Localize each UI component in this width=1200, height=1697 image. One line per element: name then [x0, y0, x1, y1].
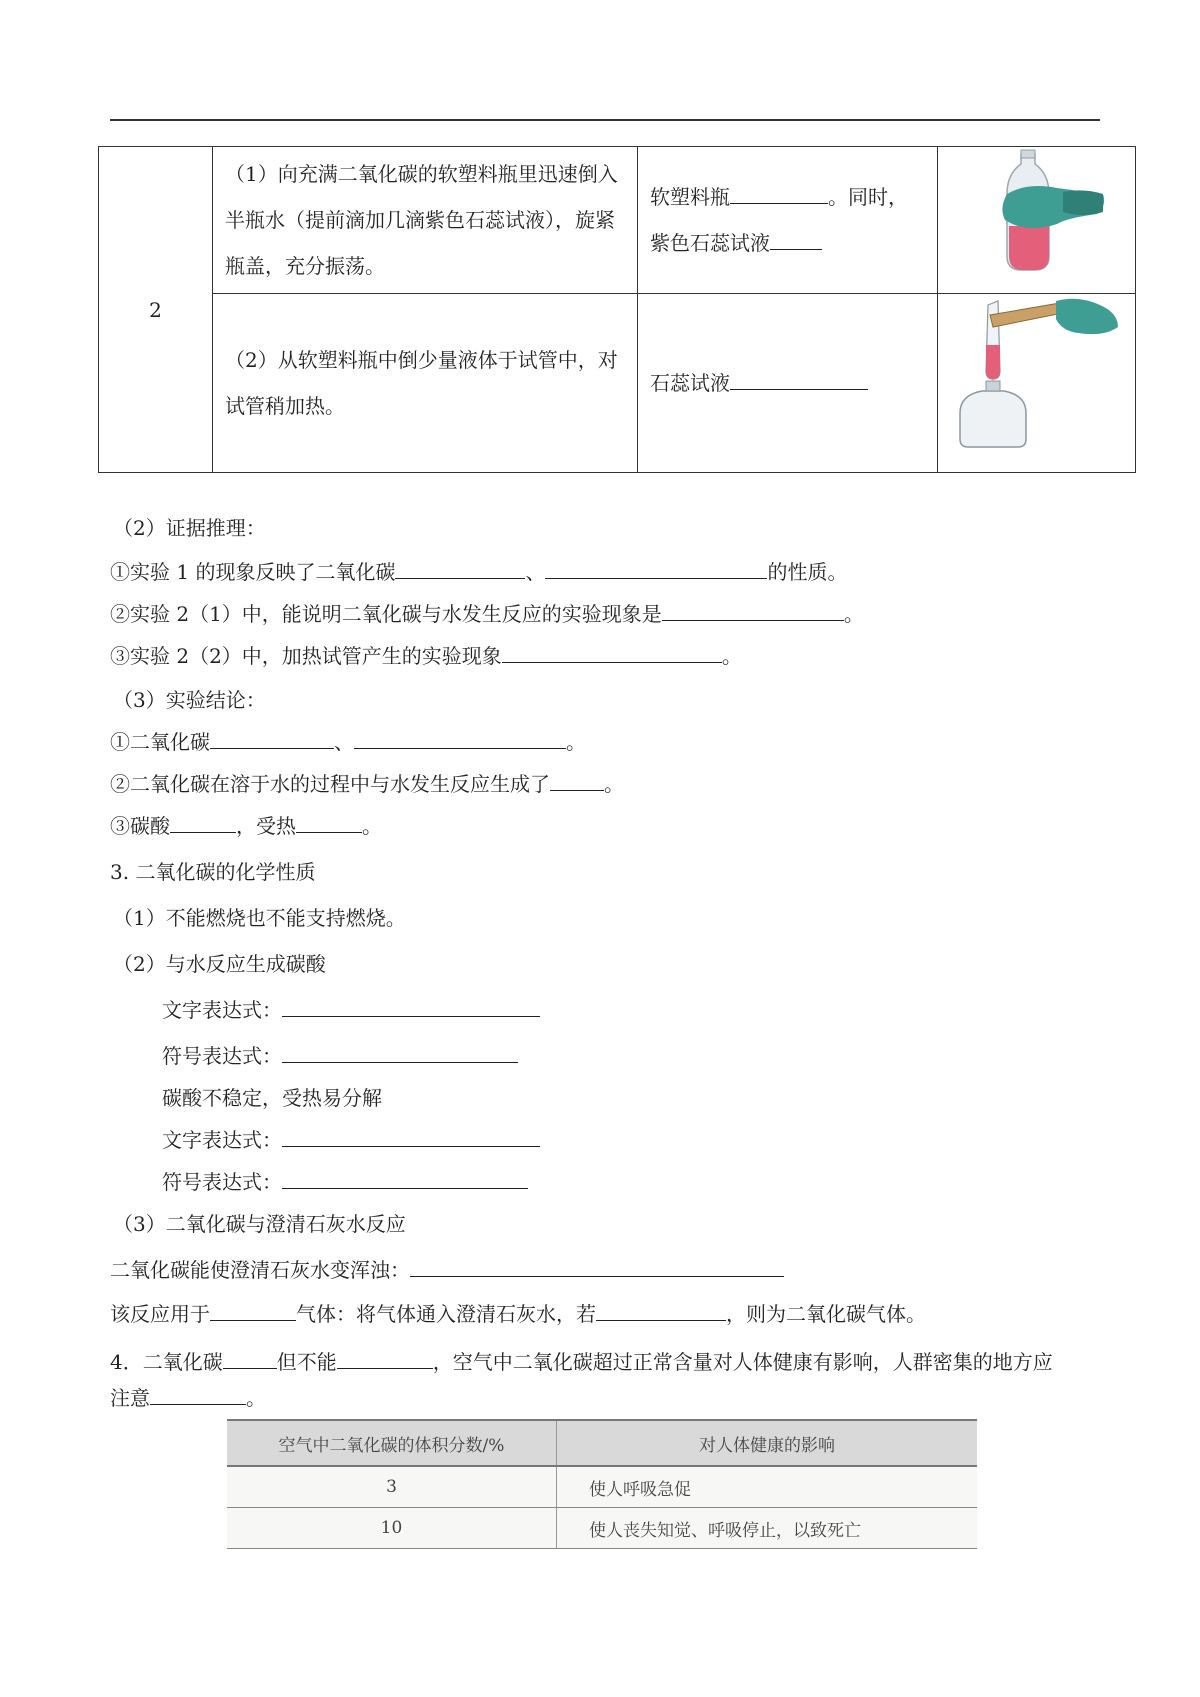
question-text: ，空气中二氧化碳超过正常含量对人体健康有影响，人群密集的地方应	[432, 1350, 1053, 1374]
question-text: ①实验 1 的现象反映了二氧化碳	[110, 560, 396, 584]
question-line	[110, 598, 864, 627]
table-cell: 使人呼吸急促	[557, 1466, 978, 1508]
answer-blank[interactable]	[730, 182, 828, 204]
question-text: ，受热	[236, 814, 296, 838]
question-text: 但不能	[276, 1350, 337, 1374]
question-line	[110, 1346, 1053, 1375]
question-text: 。	[604, 772, 624, 796]
answer-blank[interactable]	[282, 995, 540, 1017]
question-line	[110, 640, 742, 669]
property-line: （2）与水反应生成碳酸	[113, 952, 326, 976]
answer-blank[interactable]	[770, 228, 822, 250]
experiment-number: 2	[99, 147, 213, 473]
phenomenon-text: 软塑料瓶	[650, 185, 730, 209]
question-text: 。	[843, 602, 864, 626]
answer-blank[interactable]	[282, 1125, 540, 1147]
header-rule	[110, 119, 1100, 121]
equation-label: 文字表达式：	[162, 998, 282, 1022]
section-heading: （2）证据推理：	[113, 516, 266, 540]
property-line: 碳酸不稳定，受热易分解	[162, 1086, 382, 1110]
table-row	[227, 1508, 977, 1549]
answer-blank[interactable]	[296, 811, 362, 833]
answer-blank[interactable]	[282, 1041, 518, 1063]
question-line	[110, 1382, 266, 1411]
question-text: ③碳酸	[110, 814, 170, 838]
question-line	[110, 768, 624, 797]
equation-line	[162, 1124, 540, 1153]
section-title: 3. 二氧化碳的化学性质	[110, 860, 316, 884]
property-line: （1）不能燃烧也不能支持燃烧。	[113, 906, 406, 930]
question-text: 气体：将气体通入澄清石灰水，若	[296, 1302, 596, 1326]
equation-label: 符号表达式：	[162, 1044, 282, 1068]
table-cell: 3	[227, 1466, 557, 1508]
question-text: 二氧化碳能使澄清石灰水变浑浊：	[110, 1258, 410, 1282]
answer-blank[interactable]	[410, 1255, 784, 1277]
answer-blank[interactable]	[502, 641, 722, 663]
phenomenon-cell	[638, 147, 938, 294]
question-line	[110, 810, 382, 839]
table-row	[227, 1466, 977, 1508]
question-text: ③实验 2（2）中，加热试管产生的实验现象	[110, 644, 502, 668]
question-text: 的性质。	[767, 560, 848, 584]
question-line	[110, 1298, 926, 1327]
equation-label: 文字表达式：	[162, 1128, 282, 1152]
table-cell: 10	[227, 1508, 557, 1549]
answer-blank[interactable]	[223, 1347, 277, 1369]
answer-blank[interactable]	[282, 1167, 528, 1189]
question-text: ②二氧化碳在溶于水的过程中与水发生反应生成了	[110, 772, 550, 796]
co2-health-table	[227, 1419, 977, 1549]
answer-blank[interactable]	[550, 769, 604, 791]
phenomenon-text: 。同时，紫色石蕊试液	[650, 185, 908, 255]
answer-blank[interactable]	[395, 557, 525, 579]
equation-label: 符号表达式：	[162, 1170, 282, 1194]
table-row	[99, 294, 1136, 473]
operation-cell: （2）从软塑料瓶中倒少量液体于试管中，对试管稍加热。	[213, 294, 638, 473]
question-text: 。	[362, 814, 382, 838]
question-text: 、	[525, 560, 546, 584]
question-text: ②实验 2（1）中，能说明二氧化碳与水发生反应的实验现象是	[110, 602, 662, 626]
question-text: ，则为二氧化碳气体。	[726, 1302, 926, 1326]
question-text: 。	[566, 730, 586, 754]
test-tube-heating-photo	[938, 294, 1136, 473]
answer-blank[interactable]	[354, 727, 566, 749]
answer-blank[interactable]	[210, 727, 334, 749]
question-text: 注意	[110, 1386, 150, 1410]
question-text: 。	[721, 644, 742, 668]
question-text: 4．二氧化碳	[110, 1350, 223, 1374]
answer-blank[interactable]	[545, 557, 767, 579]
equation-line	[162, 1166, 528, 1195]
phenomenon-text: 石蕊试液	[650, 371, 730, 395]
experiment-table	[98, 146, 1136, 473]
equation-line	[162, 994, 540, 1023]
equation-line	[162, 1040, 518, 1069]
question-text: 、	[334, 730, 354, 754]
answer-blank[interactable]	[170, 811, 236, 833]
property-line: （3）二氧化碳与澄清石灰水反应	[113, 1212, 406, 1236]
table-header-row	[227, 1420, 977, 1466]
bottle-shaking-photo	[938, 147, 1136, 294]
operation-cell: （1）向充满二氧化碳的软塑料瓶里迅速倒入半瓶水（提前滴加几滴紫色石蕊试液），旋紧瓶盖，充分振荡。	[213, 147, 638, 294]
question-line	[110, 726, 586, 755]
question-line	[110, 556, 847, 585]
column-header: 对人体健康的影响	[557, 1420, 978, 1466]
answer-blank[interactable]	[150, 1383, 246, 1405]
question-line	[110, 1254, 784, 1283]
answer-blank[interactable]	[210, 1299, 296, 1321]
table-row	[99, 147, 1136, 294]
answer-blank[interactable]	[337, 1347, 433, 1369]
answer-blank[interactable]	[662, 599, 844, 621]
phenomenon-cell	[638, 294, 938, 473]
column-header: 空气中二氧化碳的体积分数/%	[227, 1420, 557, 1466]
question-text: ①二氧化碳	[110, 730, 210, 754]
answer-blank[interactable]	[730, 368, 868, 390]
question-text: 。	[246, 1386, 266, 1410]
section-heading: （3）实验结论：	[113, 688, 266, 712]
question-text: 该反应用于	[110, 1302, 210, 1326]
table-cell: 使人丧失知觉、呼吸停止，以致死亡	[557, 1508, 978, 1549]
answer-blank[interactable]	[596, 1299, 726, 1321]
